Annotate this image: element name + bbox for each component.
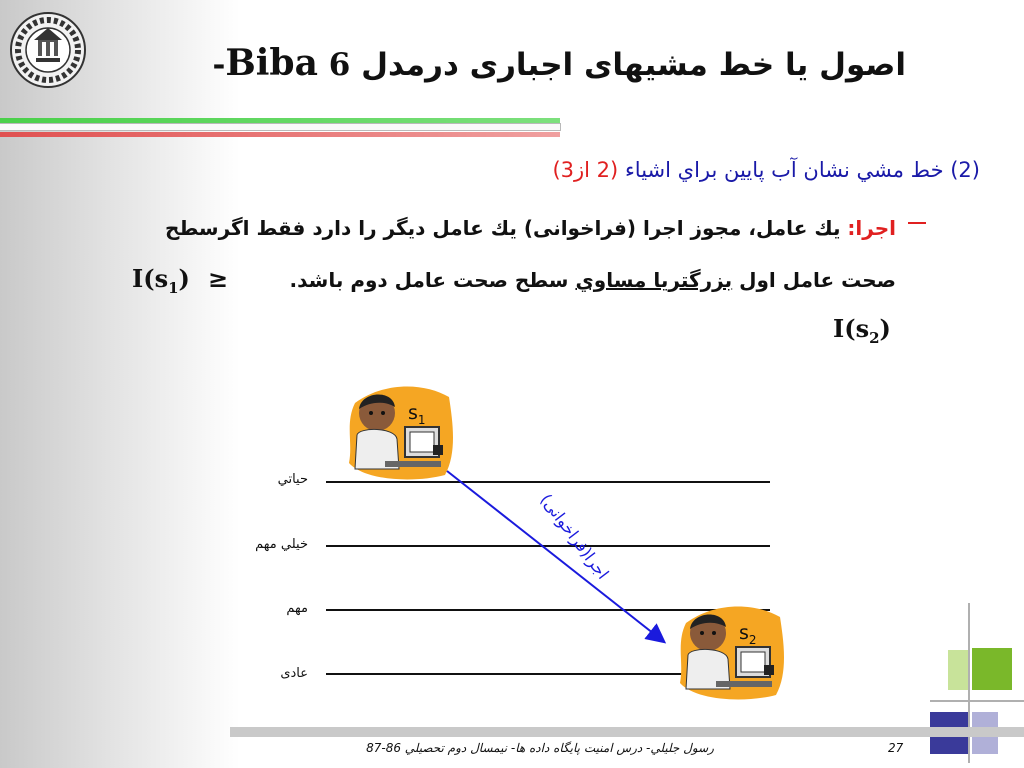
bullet-text-line2: صحت عامل اول بزرگتريا مساوي سطح صحت عامل دوم باشد. xyxy=(289,268,896,292)
decor-green-square xyxy=(972,648,1012,690)
level-label-ordinary: عادی xyxy=(280,666,308,681)
arrow-label: اجرا(فراخوانی) xyxy=(536,490,613,583)
page-number: 27 xyxy=(888,741,904,755)
level-label-critical: حياتي xyxy=(277,472,308,487)
decor-green-square-light xyxy=(948,650,968,690)
footer-text: رسول جليلي- درس امنيت پايگاه داده ها- نيمسال دوم تحصيلي 86-87 xyxy=(366,741,714,755)
subject-2-label: $s_2$ xyxy=(739,622,757,647)
decor-vertical-line xyxy=(968,603,970,763)
slide-title: اصول يا خط مشيهای اجباری درمدل Biba 6- xyxy=(212,42,906,84)
decor-horizontal-line xyxy=(930,700,1024,702)
section-subtitle: (2) خط مشي نشان آب پايين براي اشياء (2 از3) xyxy=(552,158,980,182)
level-label-important: مهم xyxy=(286,601,308,616)
math-geq-symbol: ≥ xyxy=(208,264,229,293)
bullet-text-line1: اجرا: يك عامل، مجوز اجرا (فراخوانی) يك عامل ديگر را دارد فقط اگرسطح xyxy=(165,216,896,240)
math-expression-right: $I(s_2)$ xyxy=(833,314,891,347)
math-expression-left: $I(s_1)$ xyxy=(132,264,190,297)
footer-bar xyxy=(230,727,1024,737)
subject-1-label: $s_1$ xyxy=(408,402,426,427)
level-label-very-important: خيلي مهم xyxy=(255,537,308,552)
